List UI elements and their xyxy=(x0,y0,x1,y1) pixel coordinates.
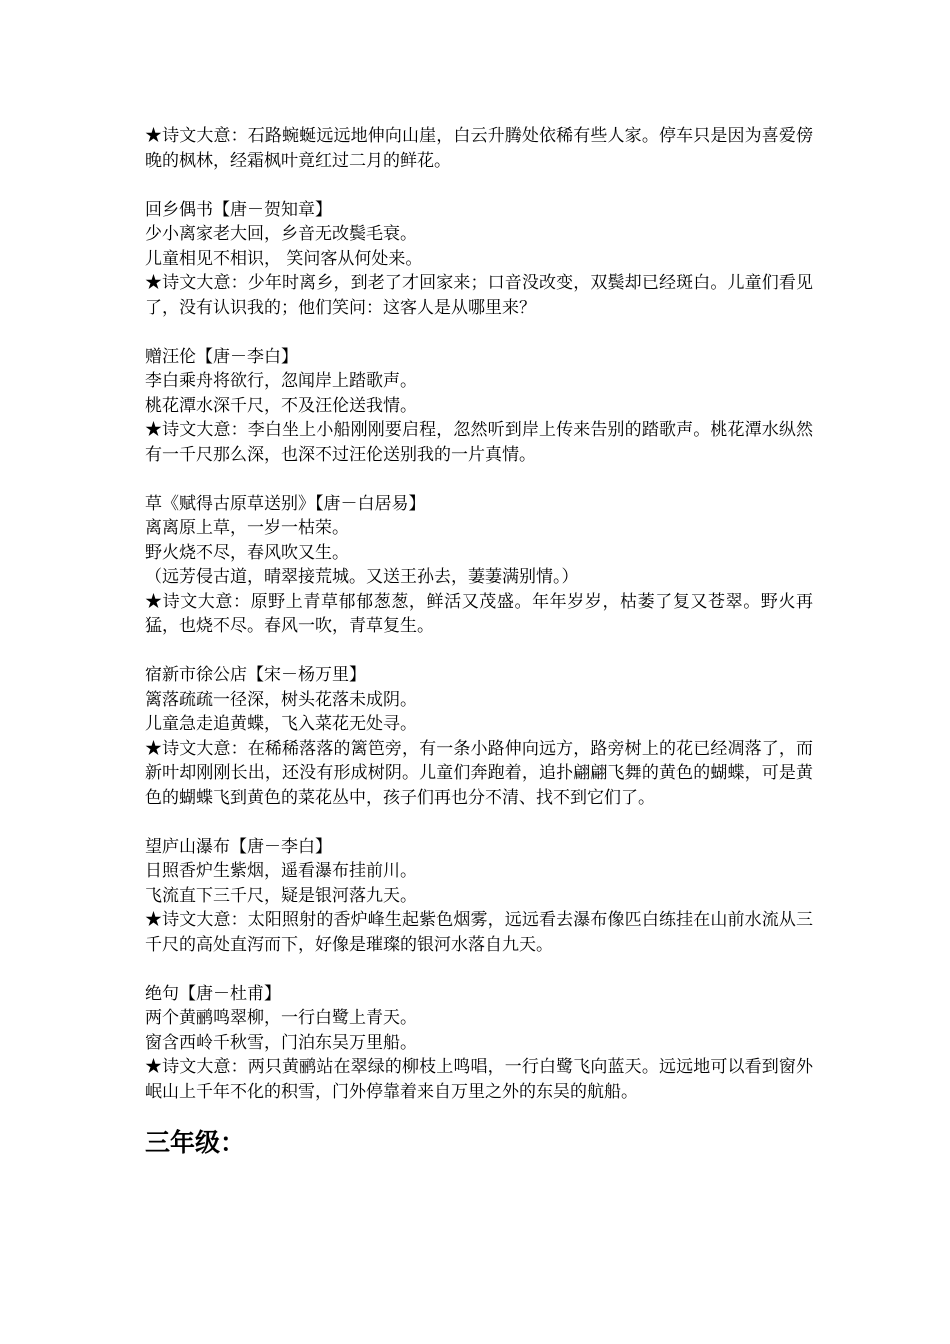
poem-meaning: ★诗文大意：在稀稀落落的篱笆旁，有一条小路伸向远方，路旁树上的花已经凋落了，而新叶却刚刚长出，还没有形成树阴。儿童们奔跑着，追扑翩翩飞舞的黄色的蝴蝶，可是黄色的蝴蝶飞到黄色的菜花丛中，孩子们再也分不清、找不到它们了。 xyxy=(145,738,813,808)
poem-line: （远芳侵古道，晴翠接荒城。又送王孙去，萋萋满别情。） xyxy=(145,567,579,587)
poem-line: 飞流直下三千尺，疑是银河落九天。 xyxy=(145,885,417,906)
spacer xyxy=(145,957,813,982)
poem-block xyxy=(145,492,813,639)
poem-title: 绝句【唐－杜甫】 xyxy=(145,983,281,1004)
document-page xyxy=(145,124,813,1160)
spacer xyxy=(145,810,813,835)
spacer xyxy=(145,639,813,664)
poem-title: 望庐山瀑布【唐－李白】 xyxy=(145,836,332,857)
poem-line: 少小离家老大回，乡音无改鬓毛衰。 xyxy=(145,224,417,244)
poem-block xyxy=(145,663,813,810)
poem-title: 回乡偶书【唐－贺知章】 xyxy=(145,199,332,220)
poem-title: 宿新市徐公店【宋－杨万里】 xyxy=(145,665,366,685)
poem-meaning: ★诗文大意：两只黄鹂站在翠绿的柳枝上鸣唱，一行白鹭飞向蓝天。远远地可以看到窗外岷山上千年不化的积雪，门外停靠着来自万里之外的东吴的航船。 xyxy=(145,1057,813,1102)
spacer xyxy=(145,320,813,345)
poem-line: 儿童相见不相识， 笑问客从何处来。 xyxy=(145,248,423,269)
poem-line: 窗含西岭千秋雪，门泊东吴万里船。 xyxy=(145,1032,417,1053)
poem-line: 李白乘舟将欲行，忽闻岸上踏歌声。 xyxy=(145,371,417,391)
poem-block xyxy=(145,835,813,958)
section-heading: 三年级： xyxy=(145,1128,246,1157)
poem-line: 篱落疏疏一径深，树头花落未成阴。 xyxy=(145,689,417,710)
poem-line: 日照香炉生紫烟，遥看瀑布挂前川。 xyxy=(145,861,417,881)
poem-title: 草《赋得古原草送别》【唐－白居易】 xyxy=(145,493,426,514)
poem-line: 野火烧不尽，春风吹又生。 xyxy=(145,542,349,563)
poem-meaning: ★诗文大意：原野上青草郁郁葱葱，鲜活又茂盛。年年岁岁，枯萎了复又苍翠。野火再猛，也烧不尽。春风一吹，青草复生。 xyxy=(145,591,813,636)
poem-block xyxy=(145,345,813,468)
spacer xyxy=(145,467,813,492)
poem-meaning: ★诗文大意：少年时离乡，到老了才回家来；口音没改变，双鬓却已经斑白。儿童们看见了，没有认识我的；他们笑问：这客人是从哪里来？ xyxy=(145,273,813,318)
poem-meaning: ★诗文大意：太阳照射的香炉峰生起紫色烟雾，远远看去瀑布像匹白练挂在山前水流从三千尺的高处直泻而下，好像是璀璨的银河水落自九天。 xyxy=(145,910,813,955)
poem-meaning: ★诗文大意：李白坐上小船刚刚要启程，忽然听到岸上传来告别的踏歌声。桃花潭水纵然有一千尺那么深，也深不过汪伦送别我的一片真情。 xyxy=(145,420,813,465)
intro-meaning: ★诗文大意：石路蜿蜒远远地伸向山崖，白云升腾处依稀有些人家。停车只是因为喜爱傍晚的枫林，经霜枫叶竟红过二月的鲜花。 xyxy=(145,126,813,171)
poem-line: 离离原上草，一岁一枯荣。 xyxy=(145,518,349,538)
poem-block xyxy=(145,198,813,321)
poem-line: 儿童急走追黄蝶，飞入菜花无处寻。 xyxy=(145,714,417,734)
poem-line: 两个黄鹂鸣翠柳，一行白鹭上青天。 xyxy=(145,1008,417,1028)
poem-line: 桃花潭水深千尺，不及汪伦送我情。 xyxy=(145,395,417,416)
poem-block xyxy=(145,982,813,1105)
spacer xyxy=(145,173,813,198)
poem-title: 赠汪伦【唐－李白】 xyxy=(145,346,298,367)
